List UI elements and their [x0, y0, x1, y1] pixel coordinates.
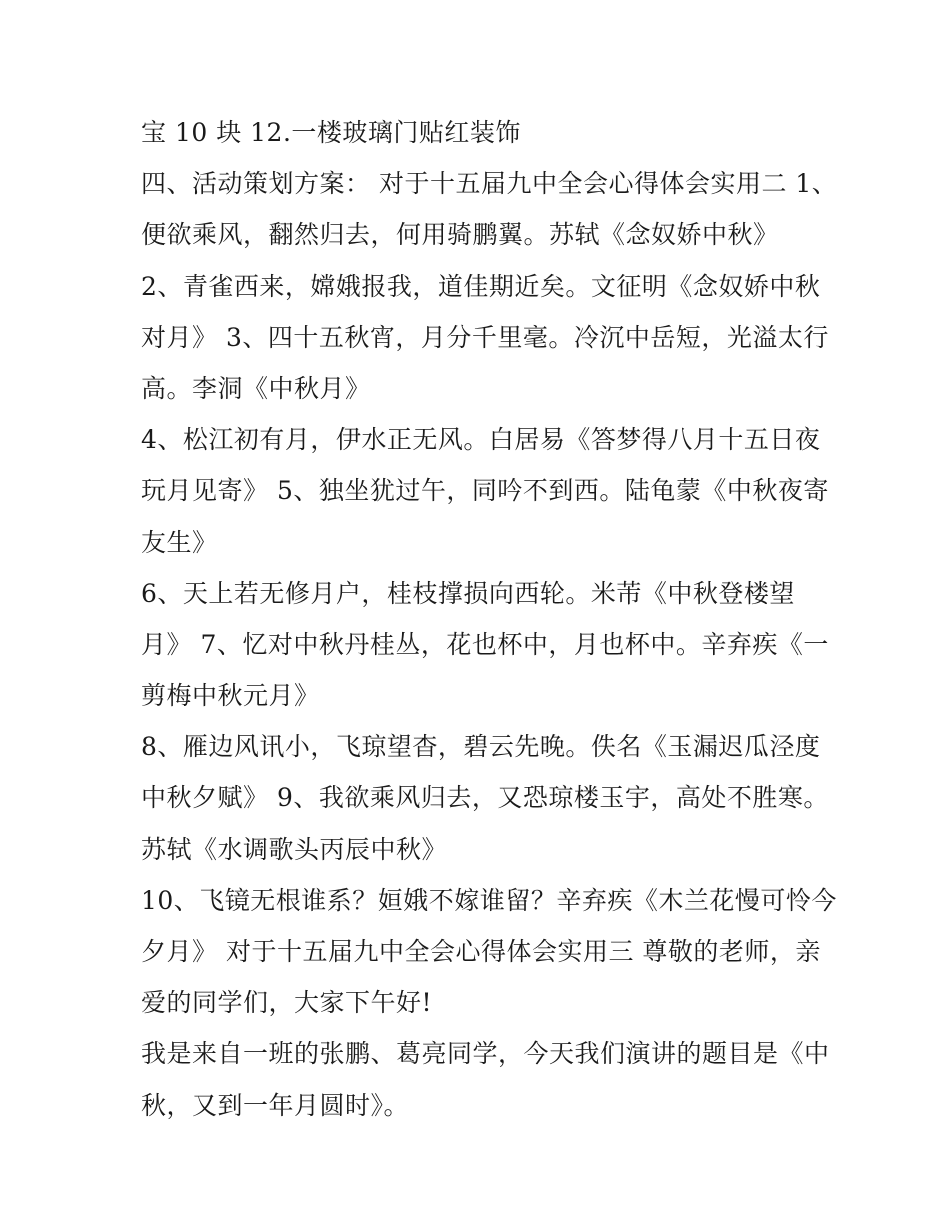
text-line: 四、活动策划方案： 对于十五届九中全会心得体会实用二 1、 — [141, 169, 838, 199]
text-line: 我是来自一班的张鹏、葛亮同学，今天我们演讲的题目是《中 — [141, 1039, 830, 1069]
text-line: 4、松江初有月，伊水正无风。白居易《答梦得八月十五日夜 — [141, 425, 821, 455]
text-line: 便欲乘风，翻然归去，何用骑鹏翼。苏轼《念奴娇中秋》 — [141, 220, 779, 250]
text-line: 秋，又到一年月圆时》。 — [141, 1090, 410, 1120]
text-line: 爱的同学们，大家下午好! — [141, 988, 433, 1018]
text-line: 玩月见寄》 5、独坐犹过午，同吟不到西。陆龟蒙《中秋夜寄 — [141, 476, 829, 506]
document-body — [141, 107, 838, 1131]
text-line: 中秋夕赋》 9、我欲乘风归去，又恐琼楼玉宇，高处不胜寒。 — [141, 783, 829, 813]
text-line: 对月》 3、四十五秋宵，月分千里毫。冷沉中岳短，光溢太行 — [141, 322, 829, 352]
text-line: 苏轼《水调歌头丙辰中秋》 — [141, 834, 448, 864]
text-line: 友生》 — [141, 527, 218, 557]
text-line: 2、青雀西来，嫦娥报我，道佳期近矣。文征明《念奴娇中秋 — [141, 271, 821, 301]
text-line: 宝 10 块 12.一楼玻璃门贴红装饰 — [141, 118, 521, 147]
text-line: 剪梅中秋元月》 — [141, 681, 320, 711]
text-line: 夕月》 对于十五届九中全会心得体会实用三 尊敬的老师，亲 — [141, 937, 821, 966]
text-line: 10、飞镜无根谁系？姮娥不嫁谁留？辛弃疾《木兰花慢可怜今 — [141, 885, 837, 915]
text-line: 月》 7、忆对中秋丹桂丛，花也杯中，月也杯中。辛弃疾《一 — [141, 629, 829, 659]
text-line: 6、天上若无修月户，桂枝撑损向西轮。米芾《中秋登楼望 — [141, 578, 795, 608]
text-line: 8、雁边风讯小，飞琼望杳，碧云先晚。佚名《玉漏迟瓜泾度 — [141, 732, 821, 762]
text-line: 高。李洞《中秋月》 — [141, 373, 371, 403]
